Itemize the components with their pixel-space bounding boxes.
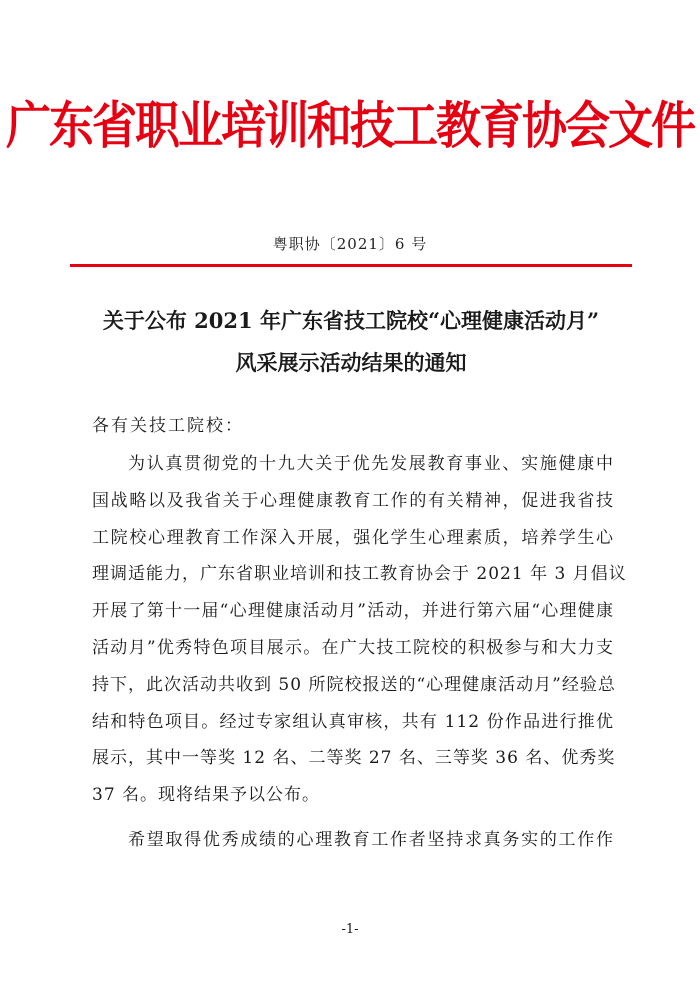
paragraph-line: 开展了第十一届“心理健康活动月”活动，并进行第六届“心理健康 [92, 601, 614, 622]
body-paragraph-2 [92, 822, 614, 859]
page-number: -1- [341, 922, 359, 937]
paragraph-line: 工院校心理教育工作深入开展，强化学生心理素质，培养学生心 [92, 527, 614, 548]
paragraph-line: 理调适能力，广东省职业培训和技工教育协会于 2021 年 3 月倡议 [92, 564, 627, 585]
paragraph-line: 37 名。现将结果予以公布。 [92, 785, 321, 806]
paragraph-line: 持下，此次活动共收到 50 所院校报送的“心理健康活动月”经验总 [92, 674, 616, 695]
paragraph-line: 展示，其中一等奖 12 名、二等奖 27 名、三等奖 36 名、优秀奖 [92, 748, 616, 769]
salutation: 各有关技工院校： [92, 416, 244, 436]
paragraph-line: 希望取得优秀成绩的心理教育工作者坚持求真务实的工作作 [128, 830, 614, 850]
paragraph-line: 国战略以及我省关于心理健康教育工作的有关精神，促进我省技 [92, 490, 614, 511]
document-number: 粤职协〔2021〕6 号 [272, 235, 428, 253]
body-paragraph-1 [92, 446, 627, 814]
paragraph-line: 活动月”优秀特色项目展示。在广大技工院校的积极参与和大力支 [92, 637, 614, 658]
paragraph-line: 结和特色项目。经过专家组认真审核，共有 112 份作品进行推优 [92, 711, 614, 732]
notice-title-line-1: 关于公布 2021 年广东省技工院校“心理健康活动月” [102, 308, 600, 333]
notice-title-line-2: 风采展示活动结果的通知 [235, 350, 467, 375]
notice-title [70, 300, 632, 384]
red-divider-rule [70, 264, 632, 267]
paragraph-line: 为认真贯彻党的十九大关于优先发展教育事业、实施健康中 [128, 454, 614, 474]
document-masthead: 广东省职业培训和技工教育协会文件 [5, 95, 694, 156]
